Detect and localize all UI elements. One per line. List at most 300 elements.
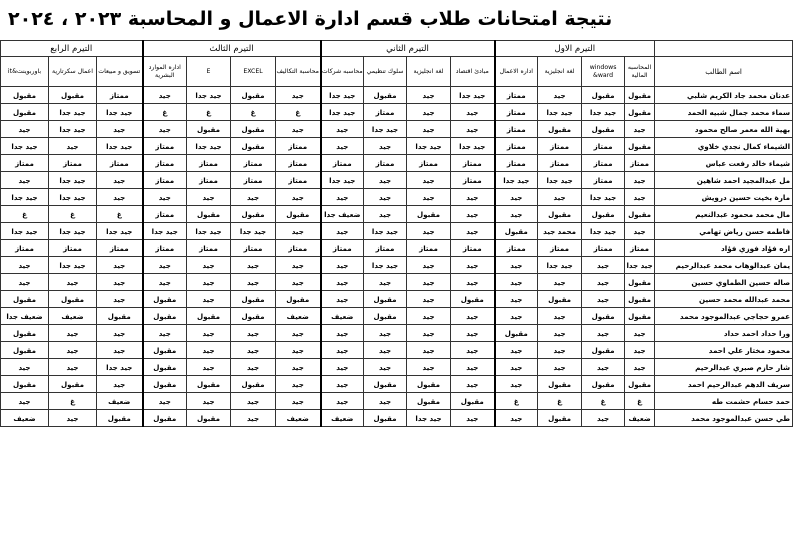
grade-cell: ضعيف [276,410,321,427]
grade-cell: ممتاز [321,240,364,257]
subject-header: محاسبة التكاليف [276,57,321,87]
grade-cell: جيد جدا [407,138,451,155]
grade-cell: جيد [538,342,582,359]
subject-header: اداره الموارد البشرية [143,57,187,87]
grade-cell: جيد [407,104,451,121]
grade-cell: غ [143,104,187,121]
grade-cell: جيد جدا [538,257,582,274]
grade-cell: جيد [231,393,276,410]
grade-cell: جيد [1,393,49,410]
grade-cell: جيد [495,274,538,291]
table-row [1,410,793,427]
grade-cell: جيد جدا [49,223,97,240]
grade-cell: جيد [231,189,276,206]
subject-header: سلوك تنظيمي [364,57,407,87]
grade-cell: ممتاز [143,206,187,223]
grade-cell: جيد [321,325,364,342]
name-term-spacer [655,41,793,57]
grade-cell: مقبول [538,376,582,393]
grade-cell: جيد [407,189,451,206]
grade-cell: ممتاز [143,155,187,172]
grade-cell: جيد [495,342,538,359]
student-name-header: اسم الطالب [655,57,793,87]
grade-cell: جيد جدا [97,138,143,155]
table-row [1,206,793,223]
grade-cell: ممتاز [276,138,321,155]
grade-cell: مقبول [1,376,49,393]
grade-cell: مقبول [407,393,451,410]
grade-cell: ممتاز [97,155,143,172]
table-row [1,376,793,393]
grade-cell: جيد [407,359,451,376]
table-row [1,172,793,189]
grade-cell: جيد [143,393,187,410]
grade-cell: جيد [407,121,451,138]
grade-cell: جيد جدا [97,359,143,376]
grade-cell: جيد [276,393,321,410]
grade-cell: غ [1,206,49,223]
grade-cell: مقبول [231,206,276,223]
grade-cell: جيد [143,121,187,138]
grade-cell: غ [97,206,143,223]
grade-cell: جيد [97,325,143,342]
grade-cell: جيد جدا [321,104,364,121]
grade-cell: جيد [276,359,321,376]
grade-cell: ممتاز [582,138,625,155]
table-row [1,325,793,342]
grade-cell: جيد [143,87,187,104]
grade-cell: ضعيف جدا [1,308,49,325]
grade-cell: مقبول [538,206,582,223]
grade-cell: غ [276,104,321,121]
grade-cell: جيد جدا [582,189,625,206]
grade-cell: ممتاز [49,240,97,257]
grade-cell: جيد [625,121,655,138]
student-name-cell: عمرو حجاجي عبدالموجود محمد [655,308,793,325]
grade-cell: جيد جدا [364,121,407,138]
grade-cell: جيد [495,376,538,393]
grade-cell: جيد [49,359,97,376]
grade-cell: جيد جدا [187,138,231,155]
grade-cell: مقبول [143,291,187,308]
grade-cell: مقبول [49,291,97,308]
grade-cell: جيد [187,274,231,291]
grade-cell: مقبول [231,376,276,393]
student-name-cell: سماء محمد جمال شبيه الحمد [655,104,793,121]
grade-cell: ممتاز [451,172,495,189]
grade-cell: جيد [364,359,407,376]
grade-cell: مقبول [582,121,625,138]
grade-cell: جيد [451,121,495,138]
grade-cell: ممتاز [143,138,187,155]
grade-cell: جيد [495,291,538,308]
grade-cell: ممتاز [143,172,187,189]
grade-cell: جيد جدا [49,189,97,206]
grade-cell: جيد جدا [364,223,407,240]
grade-cell: ممتاز [582,172,625,189]
grade-cell: جيد جدا [451,138,495,155]
student-name-cell: الشيماء كمال نجدي خلاوي [655,138,793,155]
grade-cell: ممتاز [97,240,143,257]
grade-cell: مقبول [231,138,276,155]
subject-header: تسويق و مبيعات [97,57,143,87]
grade-cell: جيد [582,257,625,274]
grade-cell: جيد [538,274,582,291]
grade-cell: جيد [321,274,364,291]
grade-cell: جيد [97,274,143,291]
grade-cell: جيد [276,274,321,291]
grade-cell: جيد جدا [187,87,231,104]
grade-cell: جيد [451,308,495,325]
grade-cell: مقبول [364,410,407,427]
student-name-cell: مارة بخيت حسين درويش [655,189,793,206]
grade-cell: مقبول [364,308,407,325]
grade-cell: مقبول [407,206,451,223]
grade-cell: مقبول [495,325,538,342]
grade-cell: جيد [321,121,364,138]
grade-cell: جيد [276,87,321,104]
grade-cell: جيد [276,121,321,138]
student-name-cell: فاطمه حسن رياض تهامي [655,223,793,240]
grade-cell: جيد [321,223,364,240]
grade-cell: جيد [407,172,451,189]
grade-cell: جيد [231,274,276,291]
grade-cell: جيد جدا [49,257,97,274]
grade-cell: مقبول [538,121,582,138]
student-name-cell: صاله حسين الطماوي حسين [655,274,793,291]
subject-header: اعمال سكرتارية [49,57,97,87]
term-1-header: التيرم الاول [495,41,655,57]
grade-cell: جيد [231,359,276,376]
grade-cell: مقبول [364,291,407,308]
grade-cell: مقبول [625,308,655,325]
student-name-cell: بهية الله معمر صالح محمود [655,121,793,138]
grade-cell: جيد [582,291,625,308]
grade-cell: جيد جدا [49,172,97,189]
grade-cell: جيد جدا [321,87,364,104]
grade-cell: ممتاز [582,155,625,172]
grade-cell: جيد [1,359,49,376]
grade-cell: جيد [97,172,143,189]
grade-cell: مقبول [625,104,655,121]
grade-cell: ممتاز [364,104,407,121]
grade-cell: جيد [231,257,276,274]
table-row [1,257,793,274]
grade-cell: جيد [495,206,538,223]
grade-cell: ممتاز [364,240,407,257]
grade-cell: جيد [451,206,495,223]
grade-cell: جيد [97,189,143,206]
grade-cell: مقبول [231,308,276,325]
grade-cell: جيد جدا [451,87,495,104]
term-header-row [1,41,793,57]
grade-cell: جيد [495,410,538,427]
grade-cell: ممتاز [276,240,321,257]
grade-cell: جيد [231,342,276,359]
grade-cell: جيد جدا [321,172,364,189]
table-row [1,393,793,410]
grade-cell: جيد [276,376,321,393]
grade-cell: جيد جدا [143,223,187,240]
grade-cell: جيد [407,87,451,104]
grade-cell: مقبول [187,376,231,393]
grade-cell: مقبول [49,376,97,393]
grades-body [1,87,793,427]
grade-cell: مقبول [451,291,495,308]
grade-cell: ممتاز [495,87,538,104]
grade-cell: جيد [276,342,321,359]
grade-cell: ضعيف [49,308,97,325]
grade-cell: جيد [143,274,187,291]
grade-cell: مقبول [97,308,143,325]
grade-cell: ممتاز [187,155,231,172]
grade-cell: جيد [97,257,143,274]
grade-cell: ممتاز [97,87,143,104]
grade-cell: ممتاز [495,138,538,155]
student-name-cell: اره فؤاد فوزي فؤاد [655,240,793,257]
grade-cell: جيد [187,325,231,342]
grade-cell: جيد [625,359,655,376]
grade-cell: مقبول [582,376,625,393]
table-row [1,342,793,359]
grade-cell: جيد جدا [97,223,143,240]
grade-cell: مقبول [1,291,49,308]
table-row [1,155,793,172]
grade-cell: جيد جدا [187,223,231,240]
grade-cell: ممتاز [538,138,582,155]
grade-cell: ممتاز [407,240,451,257]
grade-cell: جيد [231,325,276,342]
grade-cell: جيد [49,274,97,291]
grade-cell: جيد [582,359,625,376]
grade-cell: جيد [187,257,231,274]
student-name-cell: عدنان محمد جاد الكريم شلبي [655,87,793,104]
subject-header: EXCEL [231,57,276,87]
student-name-cell: يمان عبدالوهاب محمد عبدالرحيم [655,257,793,274]
grade-cell: جيد [495,189,538,206]
table-row [1,121,793,138]
grade-cell: جيد [1,172,49,189]
grade-cell: جيد [97,121,143,138]
grade-cell: مقبول [276,206,321,223]
student-name-cell: مل عبدالمجيد احمد شاهين [655,172,793,189]
student-name-cell: طي حسن عبدالموجود محمد [655,410,793,427]
grade-cell: جيد [538,359,582,376]
grade-cell: جيد [1,121,49,138]
grade-cell: غ [49,393,97,410]
grade-cell: ممتاز [495,240,538,257]
grade-cell: غ [538,393,582,410]
grade-cell: جيد [321,257,364,274]
subject-header-row [1,57,793,87]
grade-cell: جيد [495,257,538,274]
table-row [1,240,793,257]
grade-cell: جيد [538,325,582,342]
grade-cell: جيد [407,342,451,359]
grade-cell: مقبول [276,291,321,308]
table-row [1,87,793,104]
grade-cell: جيد [97,291,143,308]
grade-cell: جيد [451,257,495,274]
grade-cell: غ [49,206,97,223]
grade-cell: جيد [407,325,451,342]
grade-cell: جيد [451,104,495,121]
grade-cell: جيد [538,308,582,325]
grade-cell: مقبول [625,138,655,155]
grade-cell: جيد جدا [1,223,49,240]
grade-cell: ممتاز [1,155,49,172]
grade-cell: جيد [364,172,407,189]
grade-cell: جيد [364,274,407,291]
grade-cell: جيد [451,274,495,291]
grade-cell: ممتاز [143,240,187,257]
grade-cell: مقبول [1,325,49,342]
grade-cell: جيد [321,342,364,359]
grade-cell: جيد [582,274,625,291]
grade-cell: ممتاز [276,155,321,172]
grade-cell: ضعيف [321,308,364,325]
grade-cell: جيد جدا [1,189,49,206]
grade-cell: ممتاز [187,172,231,189]
grade-cell: جيد [407,274,451,291]
grade-cell: جيد جدا [1,138,49,155]
grade-cell: جيد [187,393,231,410]
grade-cell: مقبول [187,410,231,427]
grade-cell: جيد [538,87,582,104]
grade-cell: ممتاز [276,172,321,189]
grade-cell: ضعيف [625,410,655,427]
table-row [1,274,793,291]
grade-cell: مقبول [625,206,655,223]
grade-cell: جيد [1,257,49,274]
grade-cell: جيد [276,257,321,274]
grade-cell: جيد [321,393,364,410]
grade-cell: مقبول [582,308,625,325]
grade-cell: ممتاز [231,240,276,257]
document-title [0,8,768,34]
grade-cell: مقبول [625,274,655,291]
grade-cell: جيد [143,257,187,274]
grade-cell: جيد [187,189,231,206]
grade-cell: مقبول [1,87,49,104]
grade-cell: جيد [451,410,495,427]
grade-cell: ممتاز [231,155,276,172]
table-row [1,223,793,240]
student-name-cell: سريف الدهم عبدالرحيم احمد [655,376,793,393]
subject-header: E [187,57,231,87]
grade-cell: مقبول [582,342,625,359]
term-4-header: التيرم الرابع [1,41,143,57]
grade-cell: مقبول [187,308,231,325]
table-row [1,189,793,206]
grade-cell: جيد [407,257,451,274]
grade-cell: مقبول [143,342,187,359]
grade-cell: مقبول [187,206,231,223]
grade-cell: جيد [321,291,364,308]
grade-cell: جيد [451,325,495,342]
grade-cell: جيد جدا [582,223,625,240]
grade-cell: جيد [321,376,364,393]
grade-cell: جيد [49,138,97,155]
grade-cell: جيد جدا [538,104,582,121]
grade-cell: جيد [407,308,451,325]
grade-cell: ضعيف جدا [321,206,364,223]
grade-cell: جيد [276,223,321,240]
grade-cell: جيد [276,325,321,342]
grade-cell: مقبول [407,376,451,393]
grade-cell: جيد جدا [625,257,655,274]
table-row [1,104,793,121]
grade-cell: محمد جيد [538,223,582,240]
grade-cell: مقبول [582,206,625,223]
grade-cell: جيد [143,189,187,206]
grade-cell: مقبول [231,291,276,308]
student-name-cell: شار حازم صبري عبدالرحيم [655,359,793,376]
grade-cell: مقبول [1,342,49,359]
subject-header: windows &ward [582,57,625,87]
grade-cell: ضعيف [97,393,143,410]
grade-cell: جيد [451,189,495,206]
subject-header: محاسبه شركات [321,57,364,87]
grade-cell: جيد [49,325,97,342]
grade-cell: جيد [364,325,407,342]
grade-cell: ضعيف [1,410,49,427]
table-row [1,359,793,376]
subject-header: باوربوينت&it [1,57,49,87]
grade-cell: ممتاز [495,155,538,172]
grade-cell: جيد [451,223,495,240]
grade-cell: جيد جدا [49,104,97,121]
grade-cell: جيد جدا [231,223,276,240]
grade-cell: جيد [582,325,625,342]
grade-cell: جيد جدا [97,104,143,121]
grade-cell: مقبول [143,308,187,325]
grade-cell: جيد [364,138,407,155]
document-title-text: نتيجة امتحانات طلاب قسم ادارة الاعمال و المحاسبة ٢٠٢٣ ، ٢٠٢٤ [8,8,613,30]
grade-cell: ممتاز [625,240,655,257]
grade-cell: مقبول [143,410,187,427]
subject-header: لغة انجليزية [407,57,451,87]
grade-cell: جيد [364,393,407,410]
grade-cell: جيد [97,376,143,393]
grade-cell: جيد [187,342,231,359]
grade-cell: ممتاز [364,155,407,172]
grade-cell: جيد [364,342,407,359]
grade-cell: ممتاز [49,155,97,172]
table-row [1,138,793,155]
grade-cell: جيد [97,342,143,359]
grade-cell: جيد [364,189,407,206]
grade-cell: غ [625,393,655,410]
grade-cell: مقبول [364,87,407,104]
grade-cell: مقبول [625,291,655,308]
grade-cell: جيد [231,410,276,427]
term-3-header: التيرم الثالث [143,41,321,57]
student-name-cell: شيماء خالد رفعت عباس [655,155,793,172]
subject-header: لغة انجليزية [538,57,582,87]
grade-cell: جيد [187,359,231,376]
grade-cell: جيد [495,359,538,376]
subject-header: مبادئ اقتصاد [451,57,495,87]
student-name-cell: محمود مختار علي احمد [655,342,793,359]
grade-cell: ممتاز [538,240,582,257]
grade-cell: ممتاز [321,155,364,172]
grade-cell: جيد جدا [364,257,407,274]
grade-cell: مقبول [495,223,538,240]
grade-cell: مقبول [582,87,625,104]
grade-cell: جيد [276,189,321,206]
table-row [1,308,793,325]
